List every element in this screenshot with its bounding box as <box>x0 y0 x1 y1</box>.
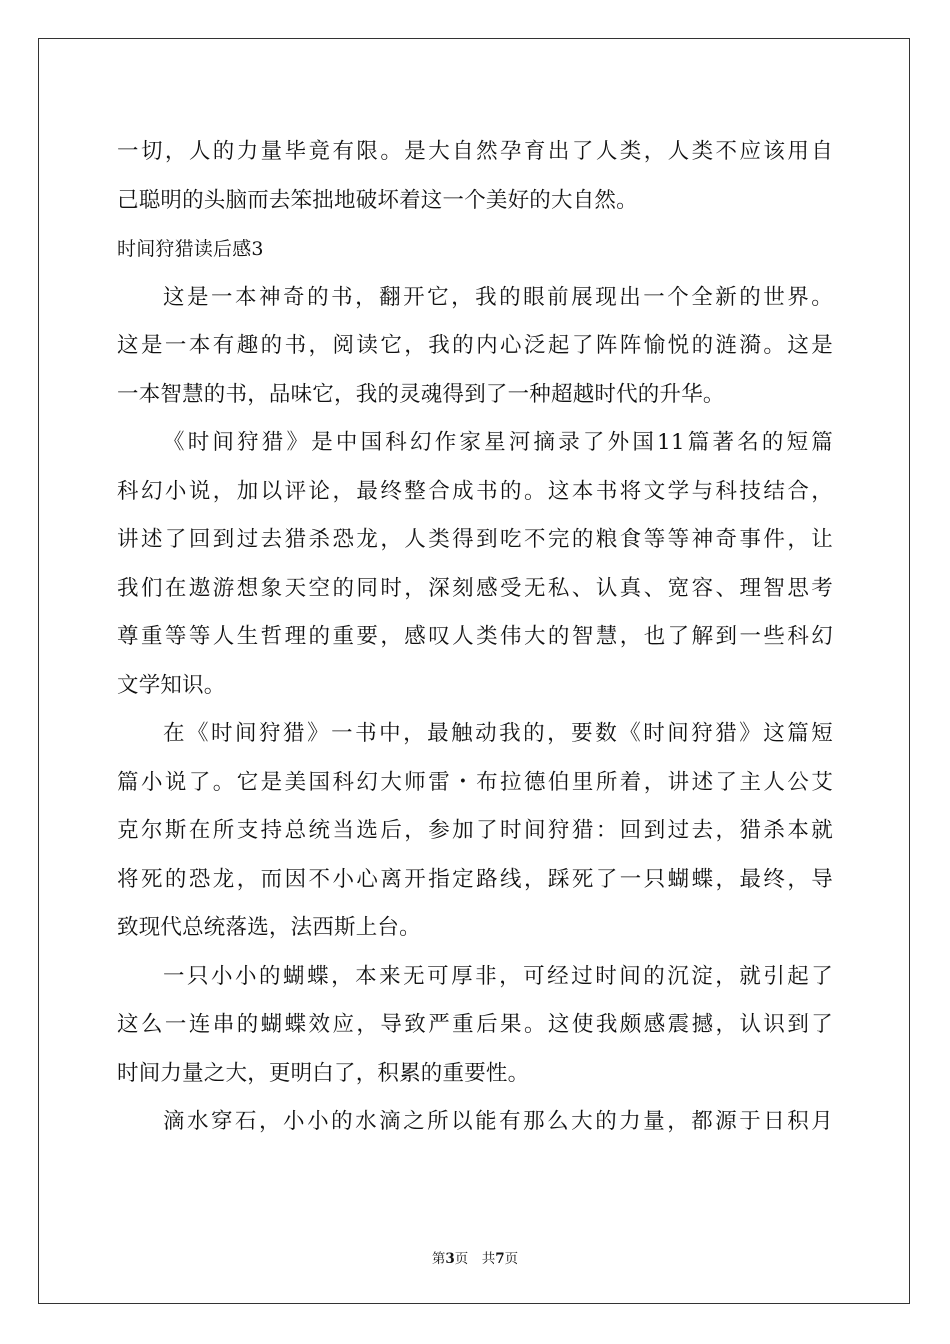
paragraph-line: 致现代总统落选，法西斯上台。 <box>117 915 421 940</box>
paragraph-line: 将死的恐龙，而因不小心离开指定路线，踩死了一只蝴蝶，最终，导 <box>117 866 833 892</box>
paragraph-line: 克尔斯在所支持总统当选后，参加了时间狩猎：回到过去，猎杀本就 <box>117 818 833 843</box>
page-footer <box>0 1247 950 1267</box>
paragraph-line: 一本智慧的书，品味它，我的灵魂得到了一种超越时代的升华。 <box>117 381 725 407</box>
footer-mid: 页 共 <box>454 1251 496 1267</box>
paragraph-line: 在《时间狩猎》一书中，最触动我的，要数《时间狩猎》这篇短 <box>163 721 833 746</box>
paragraph-line: 科幻小说，加以评论，最终整合成书的。这本书将文学与科技结合， <box>117 478 833 504</box>
section-heading: 时间狩猎读后感3 <box>117 238 264 260</box>
paragraph-line: 滴水穿石，小小的水滴之所以能有那么大的力量，都源于日积月 <box>163 1109 833 1134</box>
paragraph-line: 一只小小的蝴蝶，本来无可厚非，可经过时间的沉淀，就引起了 <box>163 963 833 989</box>
paragraph-line: 一切，人的力量毕竟有限。是大自然孕育出了人类，人类不应该用自 <box>117 139 833 164</box>
footer-suffix: 页 <box>504 1251 519 1267</box>
paragraph-line: 文学知识。 <box>117 672 226 698</box>
document-body <box>117 128 833 1147</box>
paragraph-line: 篇小说了。它是美国科幻大师雷・布拉德伯里所着，讲述了主人公艾 <box>117 769 833 795</box>
paragraph-line: 我们在遨游想象天空的同时，深刻感受无私、认真、宽容、理智思考 <box>117 575 833 601</box>
paragraph-line: 时间力量之大，更明白了，积累的重要性。 <box>117 1060 530 1086</box>
paragraph-line: 尊重等等人生哲理的重要，感叹人类伟大的智慧，也了解到一些科幻 <box>117 624 833 649</box>
paragraph-line: 这是一本有趣的书，阅读它，我的内心泛起了阵阵愉悦的涟漪。这是 <box>117 333 833 358</box>
footer-prefix: 第 <box>431 1251 446 1267</box>
paragraph-line: 这是一本神奇的书，翻开它，我的眼前展现出一个全新的世界。 <box>163 284 833 310</box>
paragraph-line: 《时间狩猎》是中国科幻作家星河摘录了外国11篇著名的短篇 <box>163 430 833 455</box>
footer-total-pages: 7 <box>495 1251 505 1267</box>
footer-page-number: 3 <box>445 1251 455 1267</box>
paragraph-line: 讲述了回到过去猎杀恐龙，人类得到吃不完的粮食等等神奇事件，让 <box>117 527 833 552</box>
paragraph-line: 这么一连串的蝴蝶效应，导致严重后果。这使我颇感震撼，认识到了 <box>117 1012 833 1037</box>
paragraph-line: 己聪明的头脑而去笨拙地破坏着这一个美好的大自然。 <box>117 187 638 213</box>
